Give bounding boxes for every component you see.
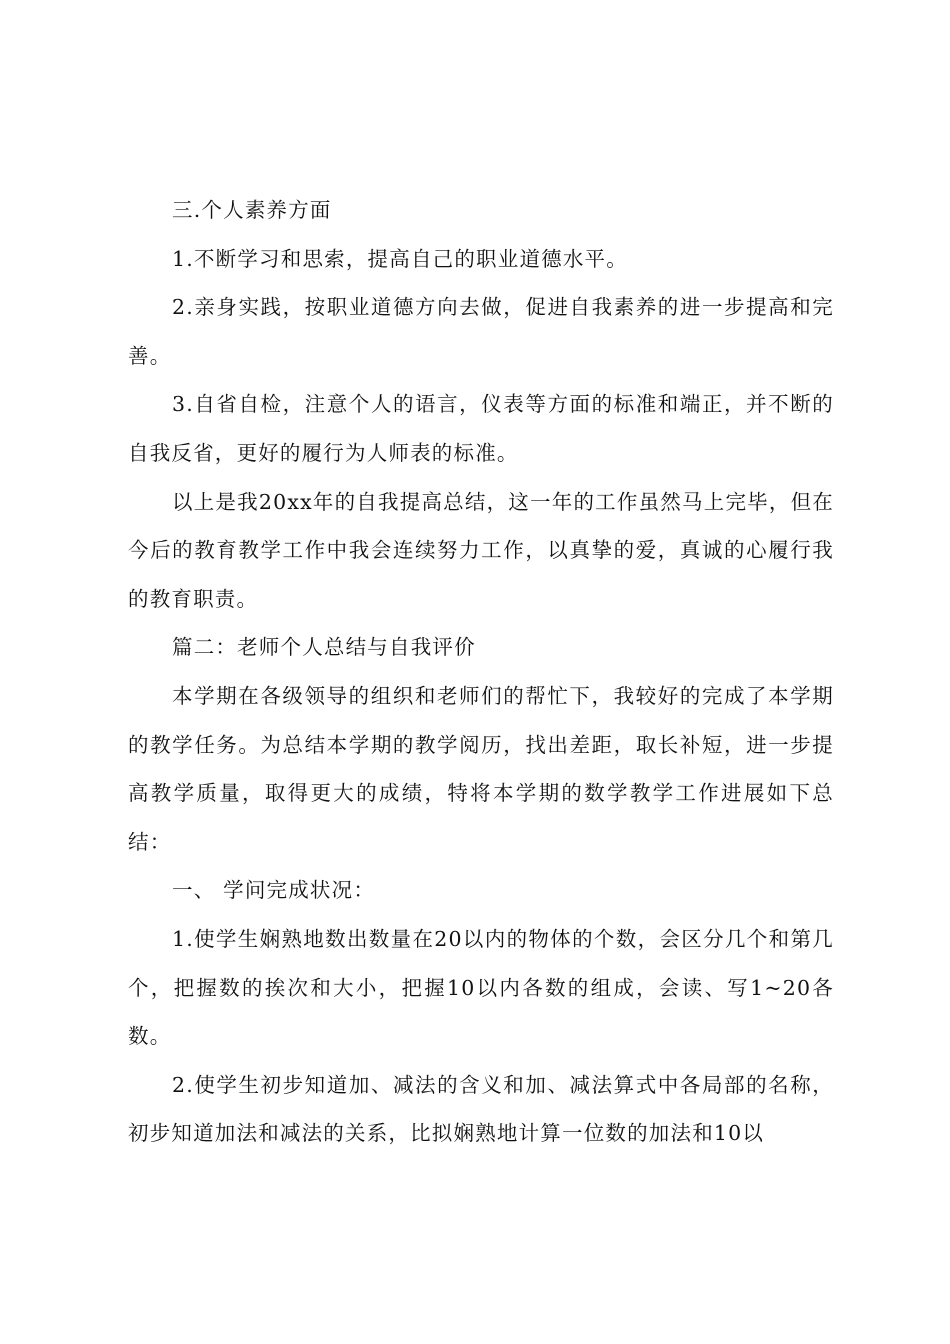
paragraph-knowledge-2: 2.使学生初步知道加、减法的含义和加、减法算式中各局部的名称，初步知道加法和减法的关系，比拟娴熟地计算一位数的加法和10以 — [128, 1072, 834, 1146]
paragraph-knowledge-1: 1.使学生娴熟地数出数量在20以内的物体的个数，会区分几个和第几个，把握数的挨次和大小，把握10以内各数的组成，会读、写1~20各数。 — [128, 926, 834, 1049]
section-heading-knowledge: 一、 学问完成状况： — [172, 878, 376, 903]
article-two-title: 篇二：老师个人总结与自我评价 — [172, 635, 476, 660]
paragraph-item-3: 3.自省自检，注意个人的语言，仪表等方面的标准和端正，并不断的自我反省，更好的履行为人师表的标准。 — [128, 392, 834, 465]
paragraph-summary: 以上是我20xx年的自我提高总结，这一年的工作虽然马上完毕，但在今后的教育教学工作中我会连续努力工作，以真挚的爱，真诚的心履行我的教育职责。 — [128, 489, 834, 611]
section-heading-personal-quality: 三.个人素养方面 — [172, 198, 332, 222]
paragraph-item-2: 2.亲身实践，按职业道德方向去做，促进自我素养的进一步提高和完善。 — [128, 295, 834, 368]
document-body — [128, 186, 834, 1158]
paragraph-item-1: 1.不断学习和思索，提高自己的职业道德水平。 — [172, 246, 628, 271]
paragraph-intro: 本学期在各级领导的组织和老师们的帮忙下，我较好的完成了本学期的教学任务。为总结本学期的教学阅历，找出差距，取长补短，进一步提高教学质量，取得更大的成绩，特将本学期的数学教学工作进展如下总结： — [128, 683, 834, 854]
